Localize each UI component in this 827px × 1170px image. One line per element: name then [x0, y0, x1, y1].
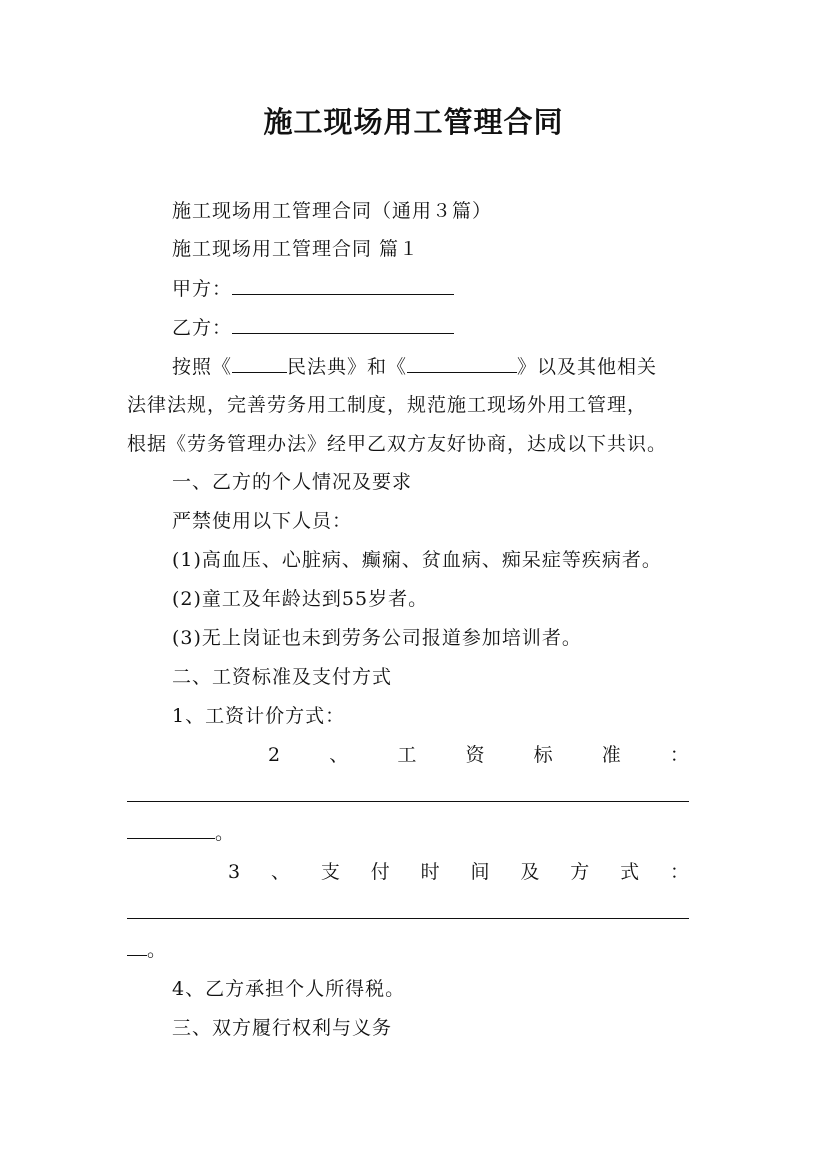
paragraph-line-3: 根据《劳务管理办法》经甲乙双方友好协商，达成以下共识。 — [127, 433, 668, 455]
section-2-item-2-tail — [127, 820, 235, 845]
paragraph-text: 民法典》和《 — [287, 356, 408, 378]
section-2-item-2-heading — [268, 743, 689, 767]
spread-char: 准 — [601, 744, 621, 766]
spread-char: 付 — [370, 861, 390, 883]
party-b-line — [172, 315, 454, 340]
section-2-item-4: 4、乙方承担个人所得税。 — [172, 978, 406, 1000]
spread-char: 、 — [329, 744, 349, 766]
section-2-item-1: 1、工资计价方式： — [172, 705, 346, 727]
party-b-label: 乙方： — [172, 317, 233, 339]
party-a-line — [172, 276, 454, 301]
paragraph-line-2: 法律法规，完善劳务用工制度，规范施工现场外用工管理， — [127, 394, 648, 416]
spread-char: 时 — [420, 861, 440, 883]
party-a-label: 甲方： — [172, 278, 233, 300]
document-title: 施工现场用工管理合同 — [263, 105, 564, 139]
blank-field — [407, 354, 517, 373]
section-heading-line: 施工现场用工管理合同 篇１ — [172, 238, 420, 260]
party-a-blank — [232, 276, 454, 295]
spread-char: 支 — [320, 861, 340, 883]
section-1-intro: 严禁使用以下人员： — [172, 510, 353, 532]
blank-line — [127, 918, 689, 919]
spread-char: 间 — [470, 861, 490, 883]
period-text: 。 — [215, 822, 236, 844]
spread-char: 2 — [268, 744, 281, 766]
spread-char: ： — [669, 744, 689, 766]
spread-char: ： — [669, 861, 689, 883]
spread-char: 工 — [397, 744, 417, 766]
section-1-item-2: (2)童工及年龄达到55岁者。 — [172, 588, 429, 610]
paragraph-text: 》以及其他相关 — [517, 356, 658, 378]
section-2-heading: 二、工资标准及支付方式 — [172, 666, 393, 688]
section-2-item-3-heading — [228, 860, 689, 884]
blank-field — [127, 820, 215, 839]
blank-line — [127, 801, 689, 802]
section-1-heading: 一、乙方的个人情况及要求 — [172, 471, 413, 493]
subtitle-line: 施工现场用工管理合同（通用３篇） — [172, 200, 493, 222]
section-1-item-1: (1)高血压、心脏病、癫痫、贫血病、痴呆症等疾病者。 — [172, 549, 662, 571]
spread-char: 式 — [620, 861, 640, 883]
blank-field — [127, 937, 147, 956]
blank-field — [232, 354, 287, 373]
spread-char: 资 — [465, 744, 485, 766]
section-3-heading: 三、双方履行权利与义务 — [172, 1017, 393, 1039]
spread-char: 及 — [520, 861, 540, 883]
paragraph-text: 按照《 — [172, 356, 233, 378]
spread-char: 、 — [270, 861, 290, 883]
party-b-blank — [232, 315, 454, 334]
period-text: 。 — [147, 939, 168, 961]
spread-char: 方 — [570, 861, 590, 883]
section-1-item-3: (3)无上岗证也未到劳务公司报道参加培训者。 — [172, 627, 582, 649]
section-2-item-3-tail — [127, 937, 167, 962]
paragraph-line-1 — [172, 354, 657, 379]
spread-char: 标 — [533, 744, 553, 766]
spread-char: 3 — [228, 861, 241, 883]
